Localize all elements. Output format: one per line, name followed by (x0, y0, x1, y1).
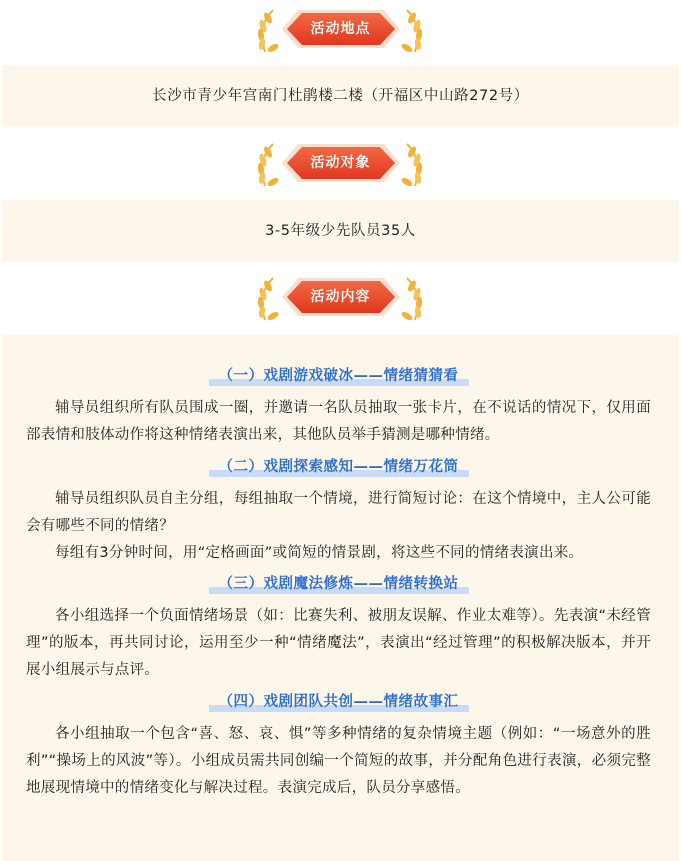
section-title (26, 456, 651, 482)
location-text: 长沙市青少年宫南门杜鹃楼二楼（开福区中山路272号） (152, 88, 529, 104)
badge-label: 活动对象 (310, 155, 371, 171)
paragraph: 辅导员组织所有队员围成一圈，并邀请一名队员抽取一张卡片，在不说话的情况下，仅用面部表情和肢体动作将这种情绪表演出来，其他队员举手猜测是哪种情绪。 (26, 400, 651, 443)
paragraph: 辅导员组织队员自主分组，每组抽取一个情境，进行简短讨论：在这个情境中，主人公可能会有哪些不同的情绪？ (26, 491, 651, 534)
section-header-location (0, 4, 681, 62)
laurel-right-icon (401, 142, 427, 190)
badge-audience (276, 138, 406, 188)
section-header-content (0, 272, 681, 330)
paragraph: 各小组抽取一个包含“喜、怒、哀、惧”等多种情绪的复杂情境主题（例如：“一场意外的胜利”“操场上的风波”等）。小组成员需共同创编一个简短的故事，并分配角色进行表演，必须完整地展现情境中的情绪变化与解决过程。表演完成后，队员分享感悟。 (26, 726, 651, 796)
location-panel (2, 65, 679, 127)
laurel-right-icon (401, 8, 427, 56)
badge-content (276, 272, 406, 322)
paragraph: 各小组选择一个负面情绪场景（如：比赛失利、被朋友误解、作业太难等）。先表演“未经管理”的版本，再共同讨论，运用至少一种“情绪魔法”，表演出“经过管理”的积极解决版本，并开展小组展示与点评。 (26, 608, 651, 678)
section-title (26, 365, 651, 391)
audience-panel (2, 200, 679, 262)
section-title-text: （三）戏剧魔法修炼——情绪转换站 (209, 573, 469, 595)
section-title (26, 573, 651, 599)
badge-label: 活动内容 (310, 289, 371, 305)
laurel-right-icon (401, 276, 427, 324)
section-header-audience (0, 138, 681, 196)
badge-location (276, 4, 406, 54)
content-panel (2, 335, 679, 861)
section-title-text: （四）戏剧团队共创——情绪故事汇 (209, 691, 469, 713)
section-title-text: （一）戏剧游戏破冰——情绪猜猜看 (209, 365, 469, 387)
section-title (26, 691, 651, 717)
section-title-text: （二）戏剧探索感知——情绪万花筒 (209, 456, 469, 478)
audience-text: 3-5年级少先队员35人 (265, 223, 416, 239)
paragraph: 每组有3分钟时间，用“定格画面”或简短的情景剧，将这些不同的情绪表演出来。 (55, 545, 584, 561)
badge-label: 活动地点 (310, 21, 371, 37)
